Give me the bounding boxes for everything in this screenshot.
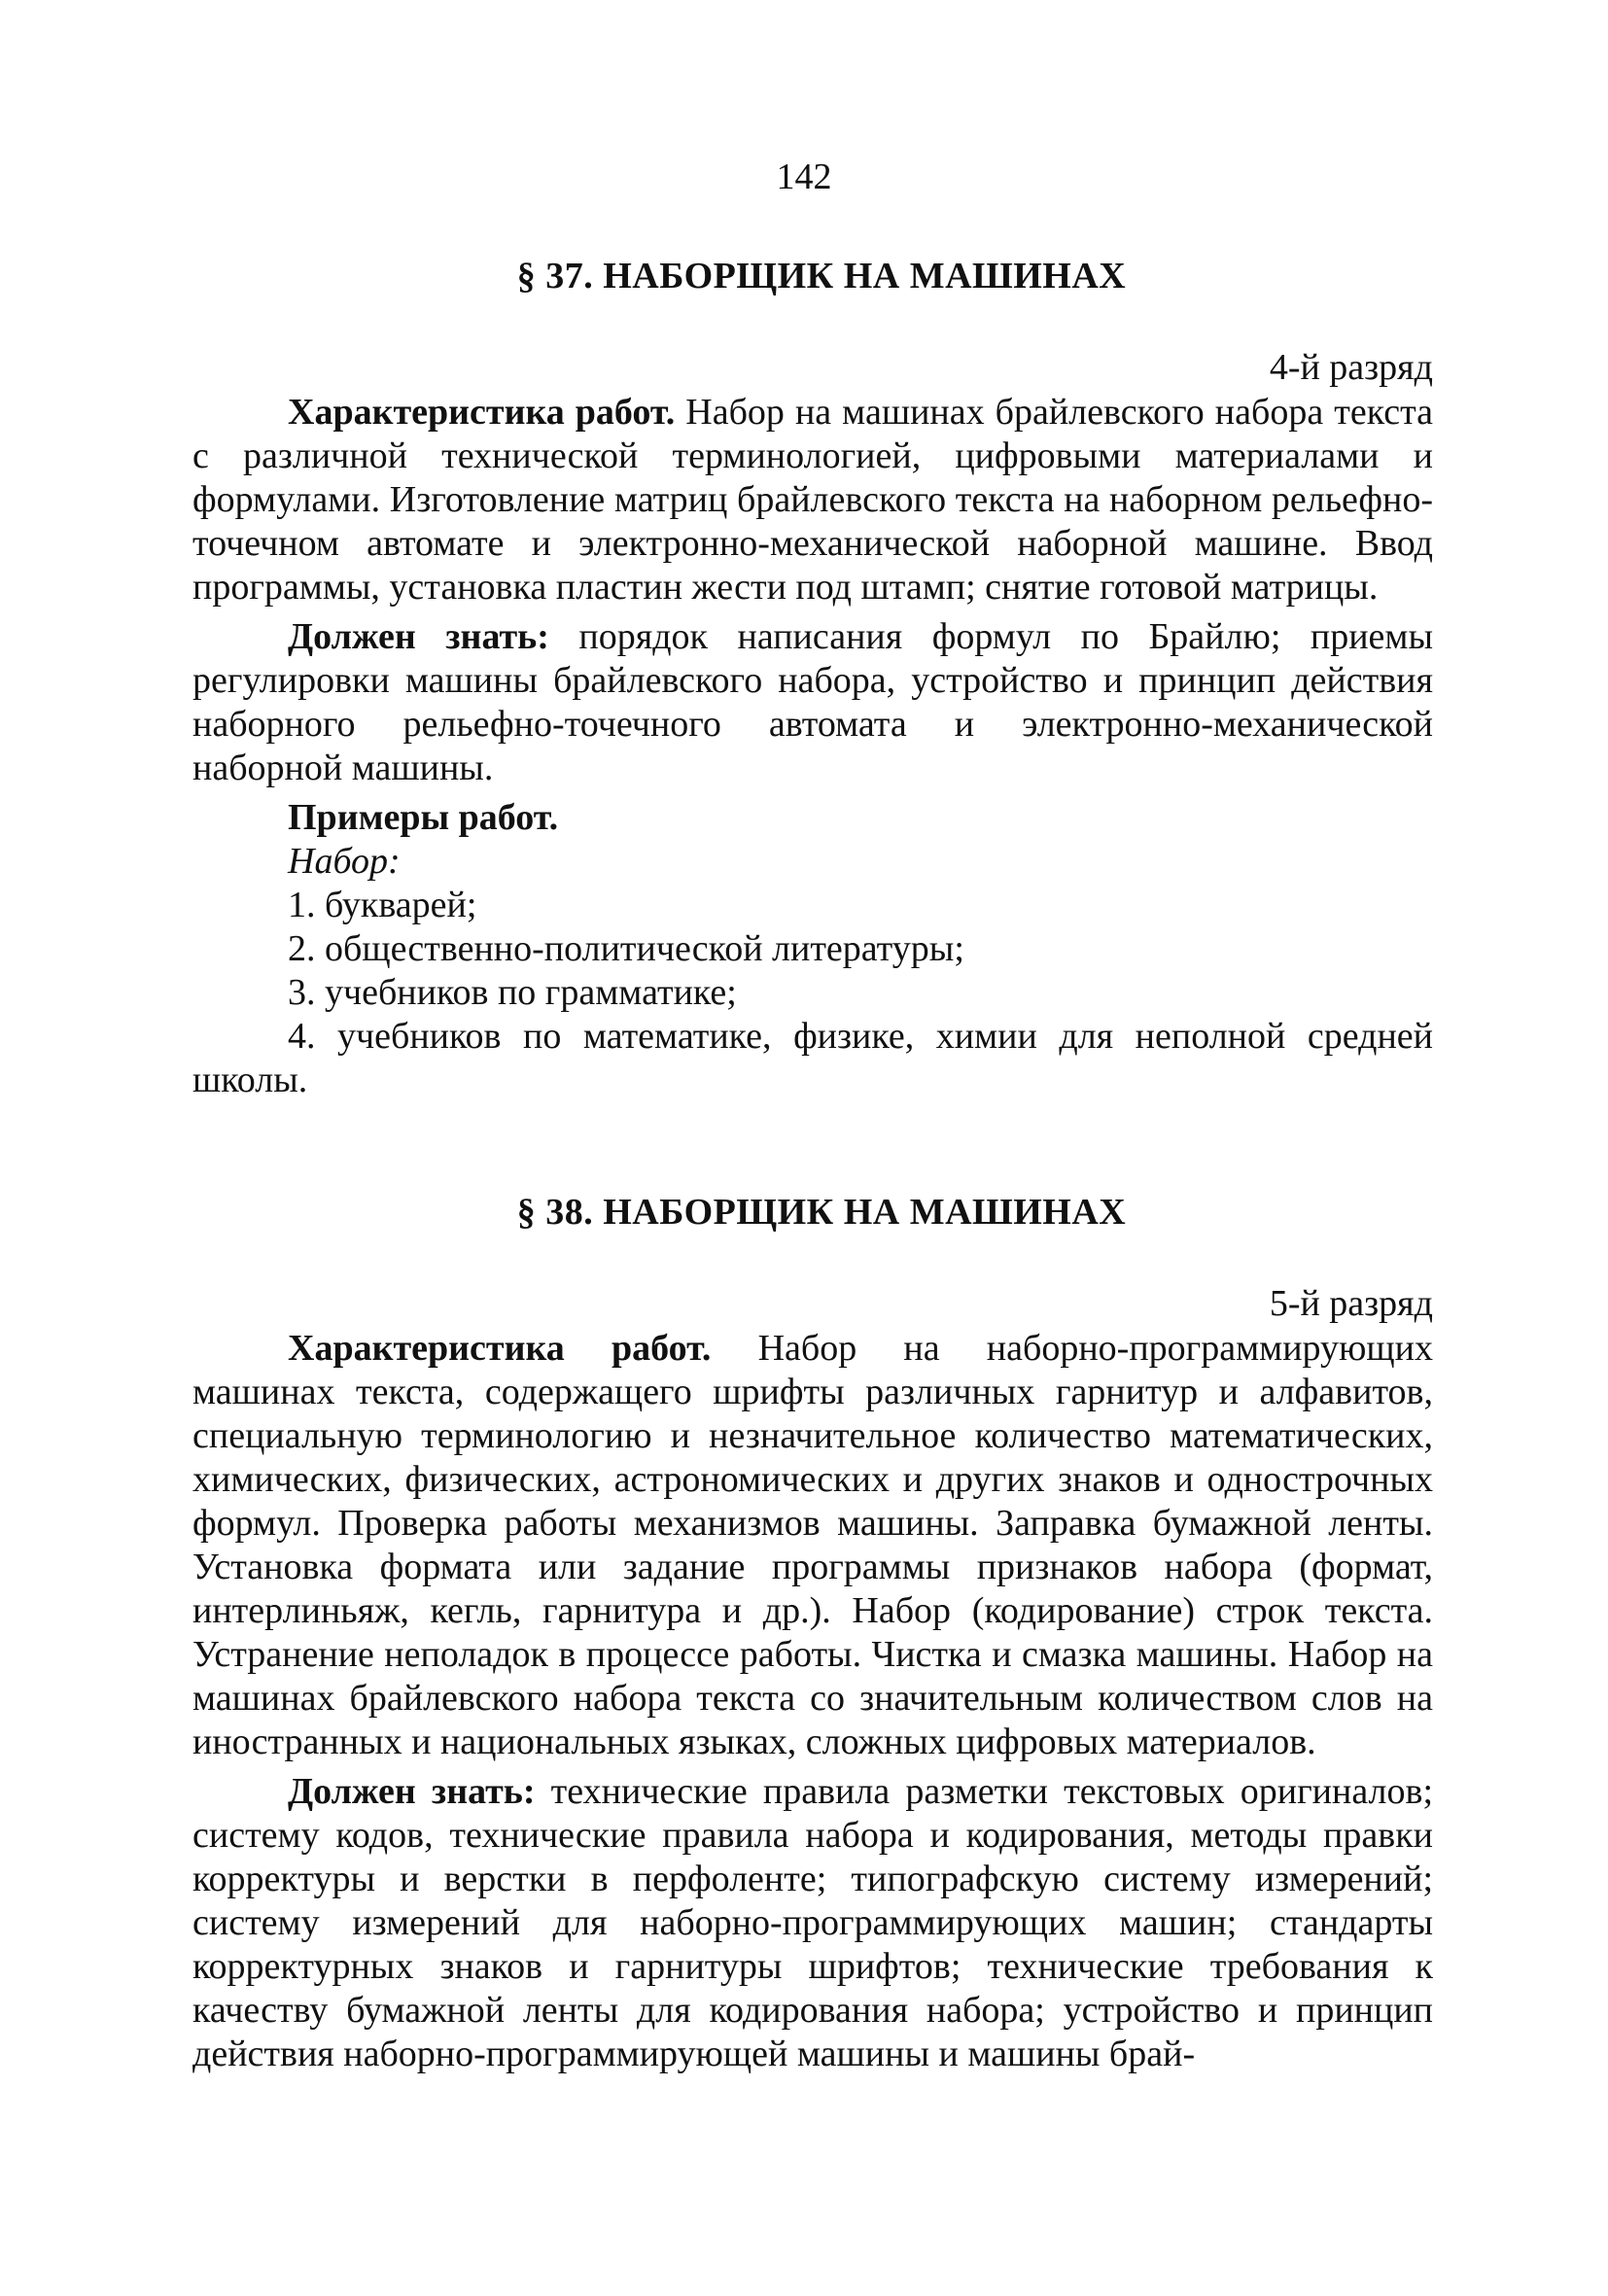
characteristic-label: Характеристика работ. [288, 392, 676, 433]
knowledge-label: Должен знать: [288, 616, 549, 657]
knowledge-text: технические правила разметки текстовых оригиналов; систему кодов, технические правила набора и кодирования, методы правки корректуры и верстки в перфоленте; типографскую систему измерений; систему измерений для наборно-программирующих машин; стандарты корректурных знаков и гарнитуры шрифтов; технические требования к качеству бумажной ленты для кодирования набора; устройство и принцип действия наборно-программирующей машины и машины брай- [192, 1771, 1433, 2074]
list-item: 1. букварей; [288, 885, 477, 925]
list-item: 3. учебников по грамматике; [288, 972, 737, 1013]
section-38 [192, 1191, 1433, 2076]
characteristic-text: Набор на машинах брайлевского набора текста с различной технической терминологией, цифровыми материалами и формулами. Изготовление матриц брайлевского текста на наборном рельефно-точечном автомате и электронно-механической наборной машине. Ввод программы, установка пластин жести под штамп; снятие готовой матрицы. [192, 392, 1434, 608]
characteristic-paragraph [192, 391, 1433, 609]
characteristic-text: Набор на наборно-программирующих машинах текста, содержащего шрифты различных гарнитур и алфавитов, специальную терминологию и незначительное количество математических, химических, физических, астрономических и других знаков и однострочных формул. Проверка работы механизмов машины. Заправка бумажной ленты. Установка формата или задание программы признаков набора (формат, интерлиньяж, кегль, гарнитура и др.). Набор (кодирование) строк текста. Устранение неполадок в процессе работы. Чистка и смазка машины. Набор на машинах брайлевского набора текста со значительным количеством слов на иностранных и национальных языках, сложных цифровых материалов. [192, 1328, 1434, 1762]
grade-label: 5-й разряд [1269, 1283, 1433, 1324]
section-heading: § 38. НАБОРЩИК НА МАШИНАХ [516, 1192, 1127, 1233]
grade-label: 4-й разряд [1269, 347, 1433, 388]
list-item: 2. общественно-политической литературы; [288, 928, 964, 969]
page-number: 142 [776, 157, 832, 197]
knowledge-text: порядок написания формул по Брайлю; приемы регулировки машины брайлевского набора, устройство и принцип действия наборного рельефно-точечного автомата и электронно-механической наборной машины. [192, 616, 1434, 788]
characteristic-label: Характеристика работ. [288, 1328, 712, 1369]
knowledge-paragraph [192, 615, 1433, 790]
section-heading: § 37. НАБОРЩИК НА МАШИНАХ [516, 256, 1127, 296]
characteristic-paragraph [192, 1327, 1433, 1764]
section-37 [192, 255, 1433, 1102]
knowledge-paragraph [192, 1770, 1433, 2076]
list-item: 4. учебников по математике, физике, химии для неполной средней школы. [192, 1016, 1433, 1100]
examples-title: Примеры работ. [288, 797, 559, 838]
examples-subtitle: Набор: [288, 841, 401, 882]
knowledge-label: Должен знать: [288, 1771, 536, 1812]
